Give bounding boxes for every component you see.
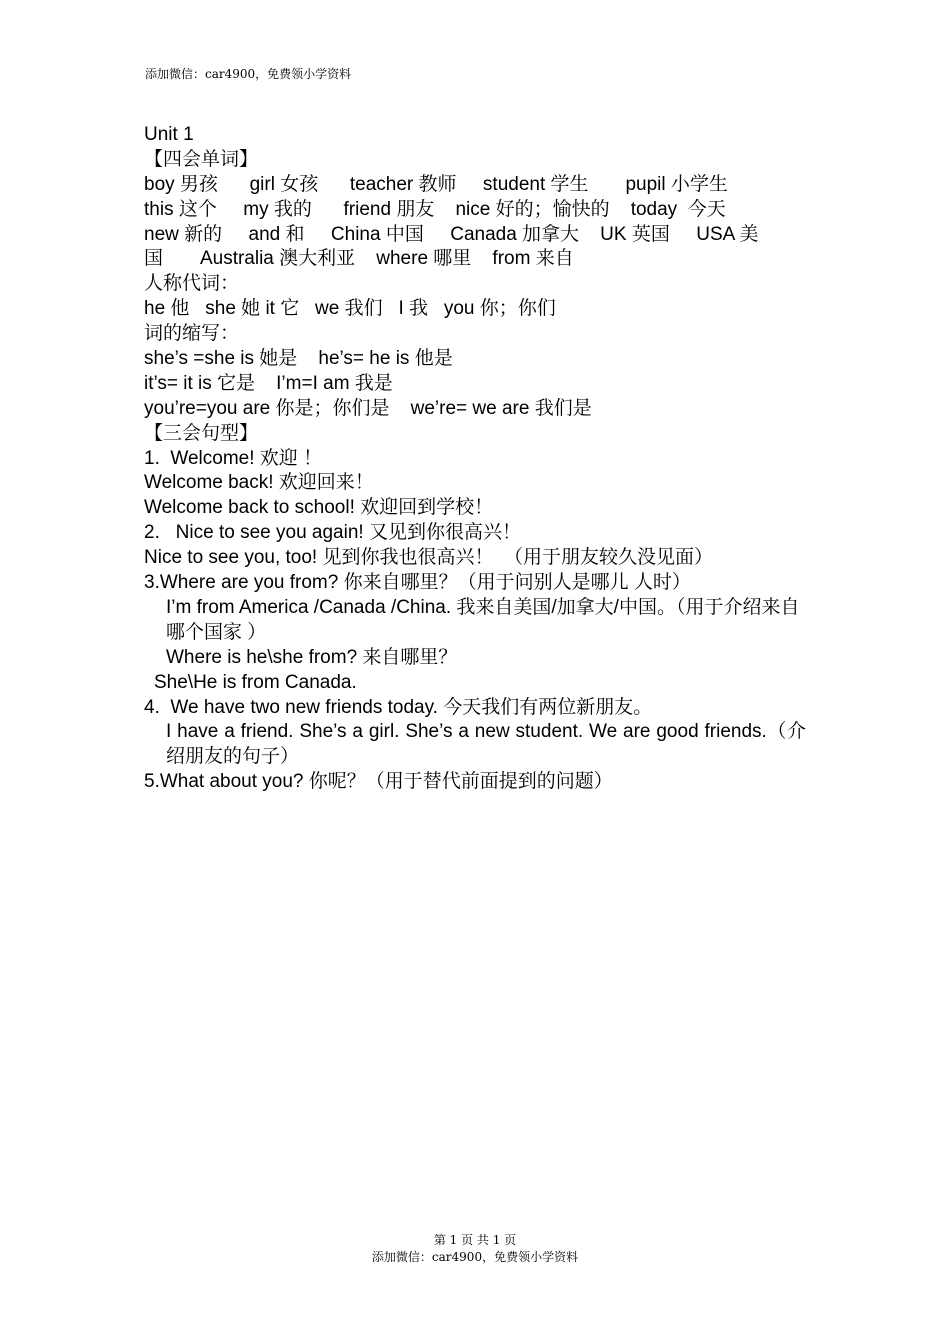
- contractions-heading: 词的缩写：: [144, 323, 240, 345]
- sentence-4: 4. We have two new friends today. 今天我们有两位新朋友。: [144, 696, 653, 718]
- vocab-line-4: 国 Australia 澳大利亚 where 哪里 from 来自: [144, 248, 574, 270]
- section-heading-sentences: 【三会句型】: [144, 422, 259, 444]
- vocab-line-3: new 新的 and 和 China 中国 Canada 加拿大 UK 英国 USA 美: [144, 223, 759, 245]
- section-heading-vocabulary: 【四会单词】: [144, 148, 259, 170]
- sentence-1: 1. Welcome! 欢迎 ！: [144, 447, 323, 469]
- sentence-2b: Nice to see you, too! 见到你我也很高兴！ （用于朋友较久没见面）: [144, 547, 714, 569]
- sentence-3-answer: I’m from America /Canada /China. 我来自美国/加拿大/中国。（用于介绍来自哪个国家 ）: [166, 596, 800, 643]
- sentence-4-example: I have a friend. She’s a girl. She’s a new student. We are good friends.（介绍朋友的句子）: [166, 721, 806, 768]
- contraction-line-2: it’s= it is 它是 I’m=I am 我是: [144, 372, 393, 394]
- pronouns-heading: 人称代词：: [144, 273, 240, 295]
- unit-title: Unit 1: [144, 124, 194, 145]
- sentence-5: 5.What about you? 你呢？（用于替代前面提到的问题）: [144, 771, 613, 793]
- sentence-1c: Welcome back to school! 欢迎回到学校！: [144, 497, 494, 519]
- sentence-3: 3.Where are you from? 你来自哪里？（用于问别人是哪儿 人时）: [144, 572, 691, 594]
- contraction-line-1: she’s =she is 她是 he’s= he is 他是: [144, 348, 453, 370]
- page-header-note: 添加微信：car4900，免费领小学资料: [145, 67, 352, 81]
- sentence-2: 2. Nice to see you again! 又见到你很高兴！: [144, 522, 521, 544]
- sentence-3-answer-he: She\He is from Canada.: [154, 671, 357, 693]
- contraction-line-3: you’re=you are 你是；你们是 we’re= we are 我们是: [144, 397, 592, 419]
- sentence-3-question-he: Where is he\she from? 来自哪里？: [166, 646, 458, 668]
- sentence-1b: Welcome back! 欢迎回来！: [144, 472, 374, 494]
- page-number: 第 1 页 共 1 页: [433, 1233, 517, 1247]
- vocab-line-1: boy 男孩 girl 女孩 teacher 教师 student 学生 pupil 小学生: [144, 173, 728, 195]
- vocab-line-2: this 这个 my 我的 friend 朋友 nice 好的；愉快的 today 今天: [144, 198, 726, 220]
- page-footer-note: 添加微信：car4900，免费领小学资料: [371, 1250, 579, 1264]
- document-body: [144, 123, 806, 795]
- pronouns-line: he 他 she 她 it 它 we 我们 I 我 you 你；你们: [144, 298, 556, 320]
